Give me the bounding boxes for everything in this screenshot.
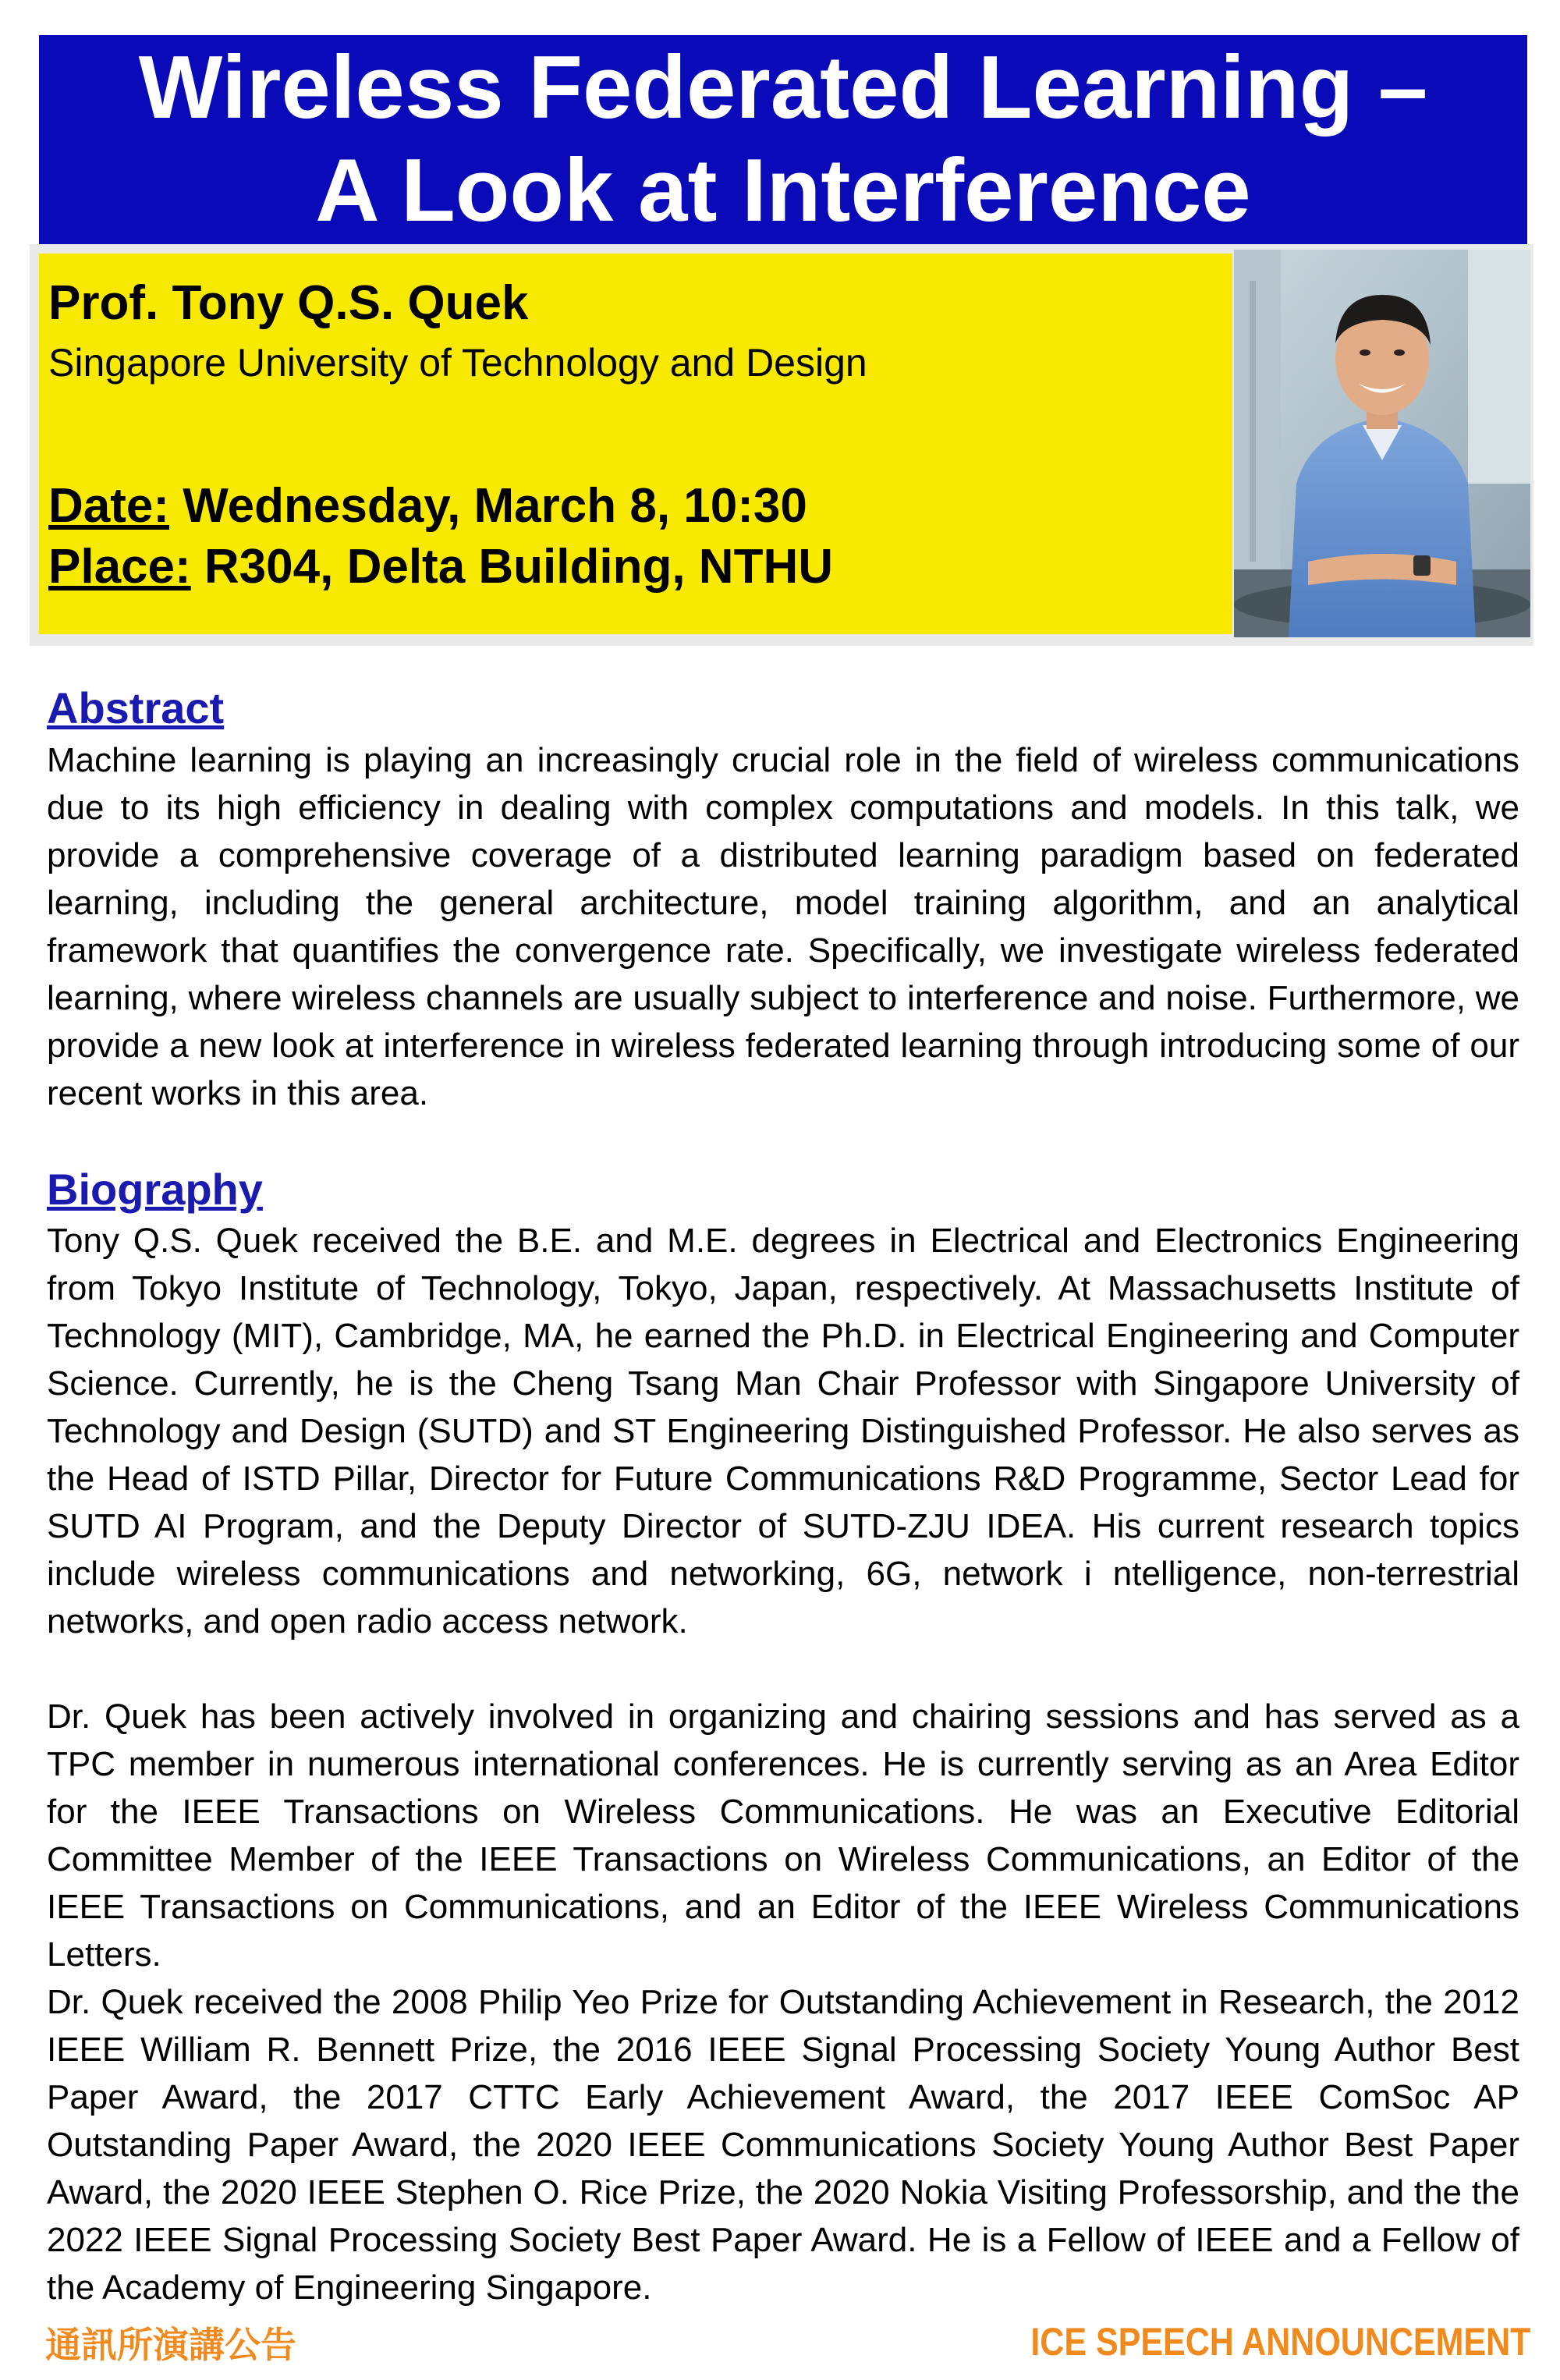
title-line-2: A Look at Interference: [315, 141, 1251, 240]
date-label: Date:: [48, 479, 170, 533]
biography-paragraph-3: Dr. Quek received the 2008 Philip Yeo Prize for Outstanding Achievement in Research, the 2012 IEEE William R. Bennett Prize, the 2016 IEEE Signal Processing Society Young Author Best Paper Award, the 2017 CTTC Early Achievement Award, the 2017 IEEE ComSoc AP Outstanding Paper Award, the 2020 IEEE Communications Society Young Author Best Paper Award, the 2020 IEEE Stephen O. Rice Prize, the 2020 Nokia Visiting Professorship, and the the 2022 IEEE Signal Processing Society Best Paper Award. He is a Fellow of IEEE and a Fellow of the Academy of Engineering Singapore.: [47, 1983, 1519, 2307]
abstract-text: Machine learning is playing an increasingly crucial role in the field of wireless communications due to its high efficiency in dealing with complex computations and models. In this talk, we provide a comprehensive coverage of a distributed learning paradigm based on federated learning, including the general architecture, model training algorithm, and an analytical framework that quantifies the convergence rate. Specifically, we investigate wireless federated learning, where wireless channels are usually subject to interference and noise. Furthermore, we provide a new look at interference in wireless federated learning through introducing some of our recent works in this area.: [47, 741, 1519, 1112]
footer-chinese-label: 通訊所演講公告: [45, 2324, 296, 2366]
footer-announcement-label: ICE SPEECH ANNOUNCEMENT: [1030, 2320, 1530, 2364]
speaker-photo: [1234, 250, 1530, 637]
place-label: Place:: [48, 540, 191, 594]
title-line-1: Wireless Federated Learning –: [138, 38, 1428, 137]
biography-heading: Biography: [47, 1165, 263, 1214]
biography-paragraph-2: Dr. Quek has been actively involved in organizing and chairing sessions and has served as a TPC member in numerous international conferences. He is currently serving as an Area Editor for the IEEE Transactions on Wireless Communications. He was an Executive Editorial Committee Member of the IEEE Transactions on Wireless Communications, an Editor of the IEEE Transactions on Communications, and an Editor of the IEEE Wireless Communications Letters.: [47, 1697, 1519, 1974]
speaker-info-box: [39, 254, 1232, 634]
speaker-name: Prof. Tony Q.S. Quek: [48, 276, 529, 330]
biography-paragraph-1: Tony Q.S. Quek received the B.E. and M.E. degrees in Electrical and Electronics Engineering from Tokyo Institute of Technology, Tokyo, Japan, respectively. At Massachusetts Institute of Technology (MIT), Cambridge, MA, he earned the Ph.D. in Electrical Engineering and Computer Science. Currently, he is the Cheng Tsang Man Chair Professor with Singapore University of Technology and Design (SUTD) and ST Engineering Distinguished Professor. He also serves as the Head of ISTD Pillar, Director for Future Communications R&D Programme, Sector Lead for SUTD AI Program, and the Deputy Director of SUTD-ZJU IDEA. His current research topics include wireless communications and networking, 6G, network i ntelligence, non-terrestrial networks, and open radio access network.: [47, 1222, 1519, 1640]
date-value: Wednesday, March 8, 10:30: [169, 479, 807, 533]
abstract-heading: Abstract: [47, 683, 225, 732]
place-value: R304, Delta Building, NTHU: [190, 540, 833, 594]
event-date: [48, 478, 807, 534]
event-place: [48, 539, 833, 595]
speaker-affiliation: Singapore University of Technology and Design: [48, 341, 867, 385]
title-banner: [39, 35, 1527, 244]
